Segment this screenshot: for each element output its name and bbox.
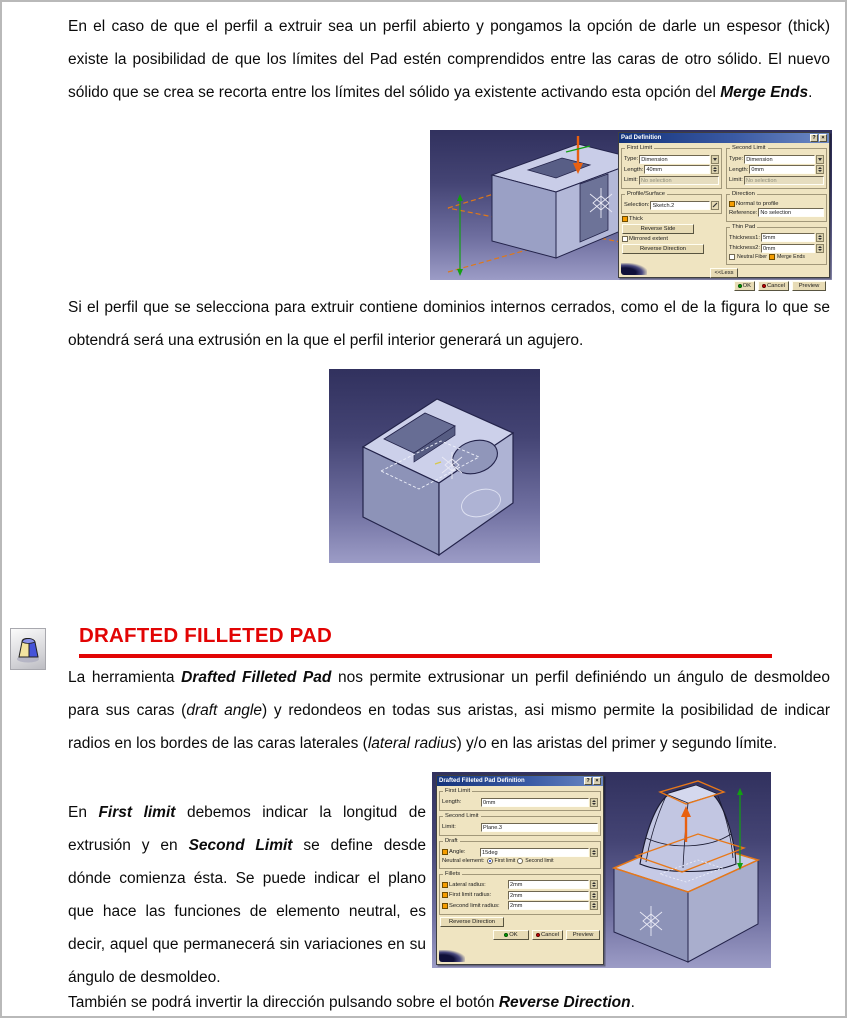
type-dropdown[interactable]: Dimension: [744, 155, 815, 164]
mirrored-extent-label: Mirrored extent: [629, 236, 668, 242]
first-limit-radio-label: First limit: [494, 858, 516, 864]
preview-button[interactable]: Preview: [792, 281, 826, 291]
close-icon[interactable]: ×: [819, 134, 827, 142]
dfp-definition-dialog: [436, 775, 604, 965]
help-icon[interactable]: ?: [584, 777, 592, 785]
profile-surface-group: [621, 191, 722, 214]
dialog-titlebar[interactable]: [619, 133, 829, 143]
normal-to-profile-checkbox[interactable]: [729, 201, 735, 207]
catia-swoosh-decoration: [439, 950, 465, 962]
close-icon[interactable]: ×: [593, 777, 601, 785]
first-limit-radius-label: First limit radius:: [449, 892, 492, 898]
reverse-direction-term: Reverse Direction: [498, 994, 631, 1011]
second-limit-radius-label: Second limit radius:: [449, 902, 500, 909]
dialog-titlebar[interactable]: [437, 776, 603, 786]
thickness1-label: Thickness1:: [729, 234, 760, 241]
first-limit-term: First limit: [98, 804, 176, 821]
thickness1-input[interactable]: 5mm: [761, 233, 815, 242]
pad-definition-screenshot: [430, 130, 832, 289]
ok-green-dot-icon: [738, 284, 742, 288]
drafted-pad-3d-model: [602, 772, 771, 968]
spinner-button[interactable]: [590, 848, 598, 857]
paragraph-text: La herramienta: [68, 669, 182, 686]
spinner-button[interactable]: [816, 165, 824, 174]
paragraph-text: nos permite extrusionar un perfil definiéndo un ángulo de desmoldeo para sus caras (: [68, 669, 830, 719]
reference-input[interactable]: No selection: [758, 208, 824, 217]
spinner-button[interactable]: [590, 891, 598, 900]
dfp-definition-screenshot: [432, 772, 771, 968]
merge-ends-label: Merge Ends: [776, 254, 805, 260]
help-icon[interactable]: ?: [810, 134, 818, 142]
lateral-radius-checkbox[interactable]: [442, 882, 448, 888]
paragraph-text: También se podrá invertir la dirección pulsando sobre el botón: [68, 994, 499, 1011]
first-limit-group: [439, 788, 601, 811]
merge-ends-term: Merge Ends: [720, 84, 809, 101]
thick-label: Thick: [629, 216, 643, 222]
spinner-button[interactable]: [590, 880, 598, 889]
cancel-button[interactable]: Cancel: [758, 281, 789, 291]
sketch-editor-icon[interactable]: [711, 201, 719, 210]
dropdown-arrow-icon[interactable]: [711, 155, 719, 164]
draft-group: [439, 838, 601, 869]
paragraph-limits: [68, 796, 426, 994]
first-limit-radius-checkbox[interactable]: [442, 892, 448, 898]
second-limit-group: [726, 145, 827, 189]
cancel-red-dot-icon: [536, 933, 540, 937]
paragraph-text: debemos indicar la longitud de extrusión y en: [68, 804, 426, 854]
first-limit-radio[interactable]: [487, 858, 493, 864]
dialog-title: Drafted Filleted Pad Definition: [439, 778, 525, 784]
ok-green-dot-icon: [504, 933, 508, 937]
length-label: Length:: [624, 166, 644, 173]
dialog-right-column: [724, 143, 829, 267]
second-limit-radio-label: Second limit: [525, 858, 554, 864]
group-legend: First Limit: [627, 145, 653, 151]
spinner-button[interactable]: [590, 901, 598, 910]
reverse-side-button[interactable]: Reverse Side: [622, 224, 694, 234]
paragraph-text: En: [68, 804, 99, 821]
dfp-term: Drafted Filleted Pad: [181, 669, 332, 686]
mirrored-extent-checkbox[interactable]: [622, 236, 628, 242]
lateral-radius-term: lateral radius: [367, 735, 457, 752]
limit-field: No selection: [744, 176, 824, 185]
group-legend: Thin Pad: [732, 223, 756, 230]
thickness2-label: Thickness2:: [729, 245, 760, 251]
neutral-element-label: Neutral element:: [442, 858, 485, 864]
lateral-radius-input[interactable]: 2mm: [508, 880, 589, 889]
fillets-group: [439, 870, 601, 915]
second-limit-radius-input[interactable]: 2mm: [508, 901, 589, 910]
paragraph-text: .: [808, 84, 813, 101]
length-label: Length:: [442, 799, 462, 805]
paragraph-text: Si el perfil que se selecciona para extruir contiene dominios internos cerrados, como el de la figura lo que se obtendrá será una extrusión en la que el perfil interior generará un agujero.: [68, 299, 830, 349]
paragraph-text: En el caso de que el perfil a extruir sea un perfil abierto y pongamos la opción de darle un espesor (thick) existe la posibilidad de que los límites del Pad estén comprendidos entre las caras de otro sólido. El nuevo sólido que se crea se recorta entre los límites del sólido ya existente activando esta opción del: [68, 18, 830, 101]
thick-checkbox[interactable]: [622, 216, 628, 222]
limit-label: Limit:: [442, 824, 456, 830]
group-legend: Direction: [732, 191, 755, 197]
paragraph-closed-domains: [68, 291, 830, 357]
selection-input[interactable]: Sketch.2: [650, 201, 710, 210]
selection-label: Selection:: [624, 202, 650, 208]
paragraph-text: ) y/o en las aristas del primer y segundo límite.: [456, 735, 778, 752]
reference-label: Reference:: [729, 209, 758, 216]
first-limit-radius-input[interactable]: 2mm: [508, 891, 589, 900]
spinner-button[interactable]: [590, 798, 598, 807]
angle-input[interactable]: 15deg: [480, 848, 589, 857]
cancel-button[interactable]: Cancel: [532, 930, 563, 940]
angle-label: Angle:: [449, 849, 466, 855]
type-label: Type:: [624, 156, 639, 162]
second-limit-term: Second Limit: [188, 837, 293, 854]
paragraph-text: .: [630, 994, 635, 1011]
spinner-button[interactable]: [711, 165, 719, 174]
dropdown-arrow-icon[interactable]: [816, 155, 824, 164]
extrusion-with-hole-figure: [329, 369, 540, 563]
ok-button[interactable]: OK: [493, 930, 529, 940]
green-dimension-line: [457, 194, 463, 276]
ok-button[interactable]: OK: [734, 281, 755, 291]
lateral-radius-label: Lateral radius:: [449, 881, 486, 888]
paragraph-text: se define desde dónde comienza ésta. Se puede indicar el plano que hace las funciones de elemento neutral, es decir, aquel que permanecerá sin variaciones en su ángulo de desmoldeo.: [68, 837, 426, 986]
cancel-red-dot-icon: [762, 284, 766, 288]
first-limit-group: [621, 145, 722, 189]
less-button[interactable]: <<Less: [710, 268, 737, 278]
paragraph-dfp-intro: [68, 661, 830, 760]
group-legend: Profile/Surface: [627, 191, 666, 197]
section-title-underline: [79, 654, 772, 658]
neutral-fiber-label: Neutral Fiber: [737, 254, 767, 260]
spinner-button[interactable]: [816, 244, 824, 253]
drafted-filleted-pad-glyph: [13, 632, 43, 666]
spinner-button[interactable]: [816, 233, 824, 242]
merge-ends-checkbox[interactable]: [769, 254, 775, 260]
thickness2-input[interactable]: 0mm: [761, 244, 815, 253]
reverse-direction-button[interactable]: Reverse Direction: [440, 917, 504, 927]
dialog-title: Pad Definition: [621, 135, 662, 141]
draft-angle-term: draft angle: [186, 702, 262, 719]
group-legend: Second Limit: [732, 145, 766, 151]
group-legend: Fillets: [445, 870, 461, 877]
group-legend: First Limit: [445, 788, 471, 794]
pad-definition-dialog: [618, 132, 830, 289]
limit-input[interactable]: Plane.3: [481, 823, 598, 832]
group-legend: Draft: [445, 838, 458, 844]
paragraph-reverse-direction: [68, 986, 830, 1019]
type-dropdown[interactable]: Dimension: [639, 155, 710, 164]
section-title: DRAFTED FILLETED PAD: [79, 624, 333, 647]
neutral-fiber-checkbox[interactable]: [729, 254, 735, 260]
length-input[interactable]: 0mm: [749, 165, 815, 174]
paragraph-merge-ends: [68, 10, 830, 109]
paragraph-text: ) y redondeos en todas sus aristas, asi mismo permite la posibilidad de indicar radios en los bordes de las caras laterales (: [68, 702, 830, 752]
type-label: Type:: [729, 156, 744, 162]
length-label: Length:: [729, 166, 749, 173]
direction-group: [726, 191, 827, 222]
limit-label: Limit:: [624, 177, 638, 183]
preview-button[interactable]: Preview: [566, 930, 600, 940]
thin-pad-group: [726, 223, 827, 265]
second-limit-radius-checkbox[interactable]: [442, 903, 448, 909]
length-input[interactable]: 0mm: [481, 798, 589, 807]
drafted-filleted-pad-icon[interactable]: [10, 628, 46, 670]
reverse-direction-button[interactable]: Reverse Direction: [622, 244, 704, 254]
angle-checkbox[interactable]: [442, 849, 448, 855]
second-limit-group: [439, 813, 601, 836]
block-with-holes-3d-model: [329, 369, 540, 563]
group-legend: Second Limit: [445, 813, 479, 819]
limit-field: No selection: [639, 176, 719, 185]
normal-to-profile-label: Normal to profile: [736, 200, 779, 207]
limit-label: Limit:: [729, 177, 743, 183]
length-input[interactable]: 40mm: [644, 165, 710, 174]
dialog-left-column: [619, 143, 724, 267]
second-limit-radio[interactable]: [517, 858, 523, 864]
